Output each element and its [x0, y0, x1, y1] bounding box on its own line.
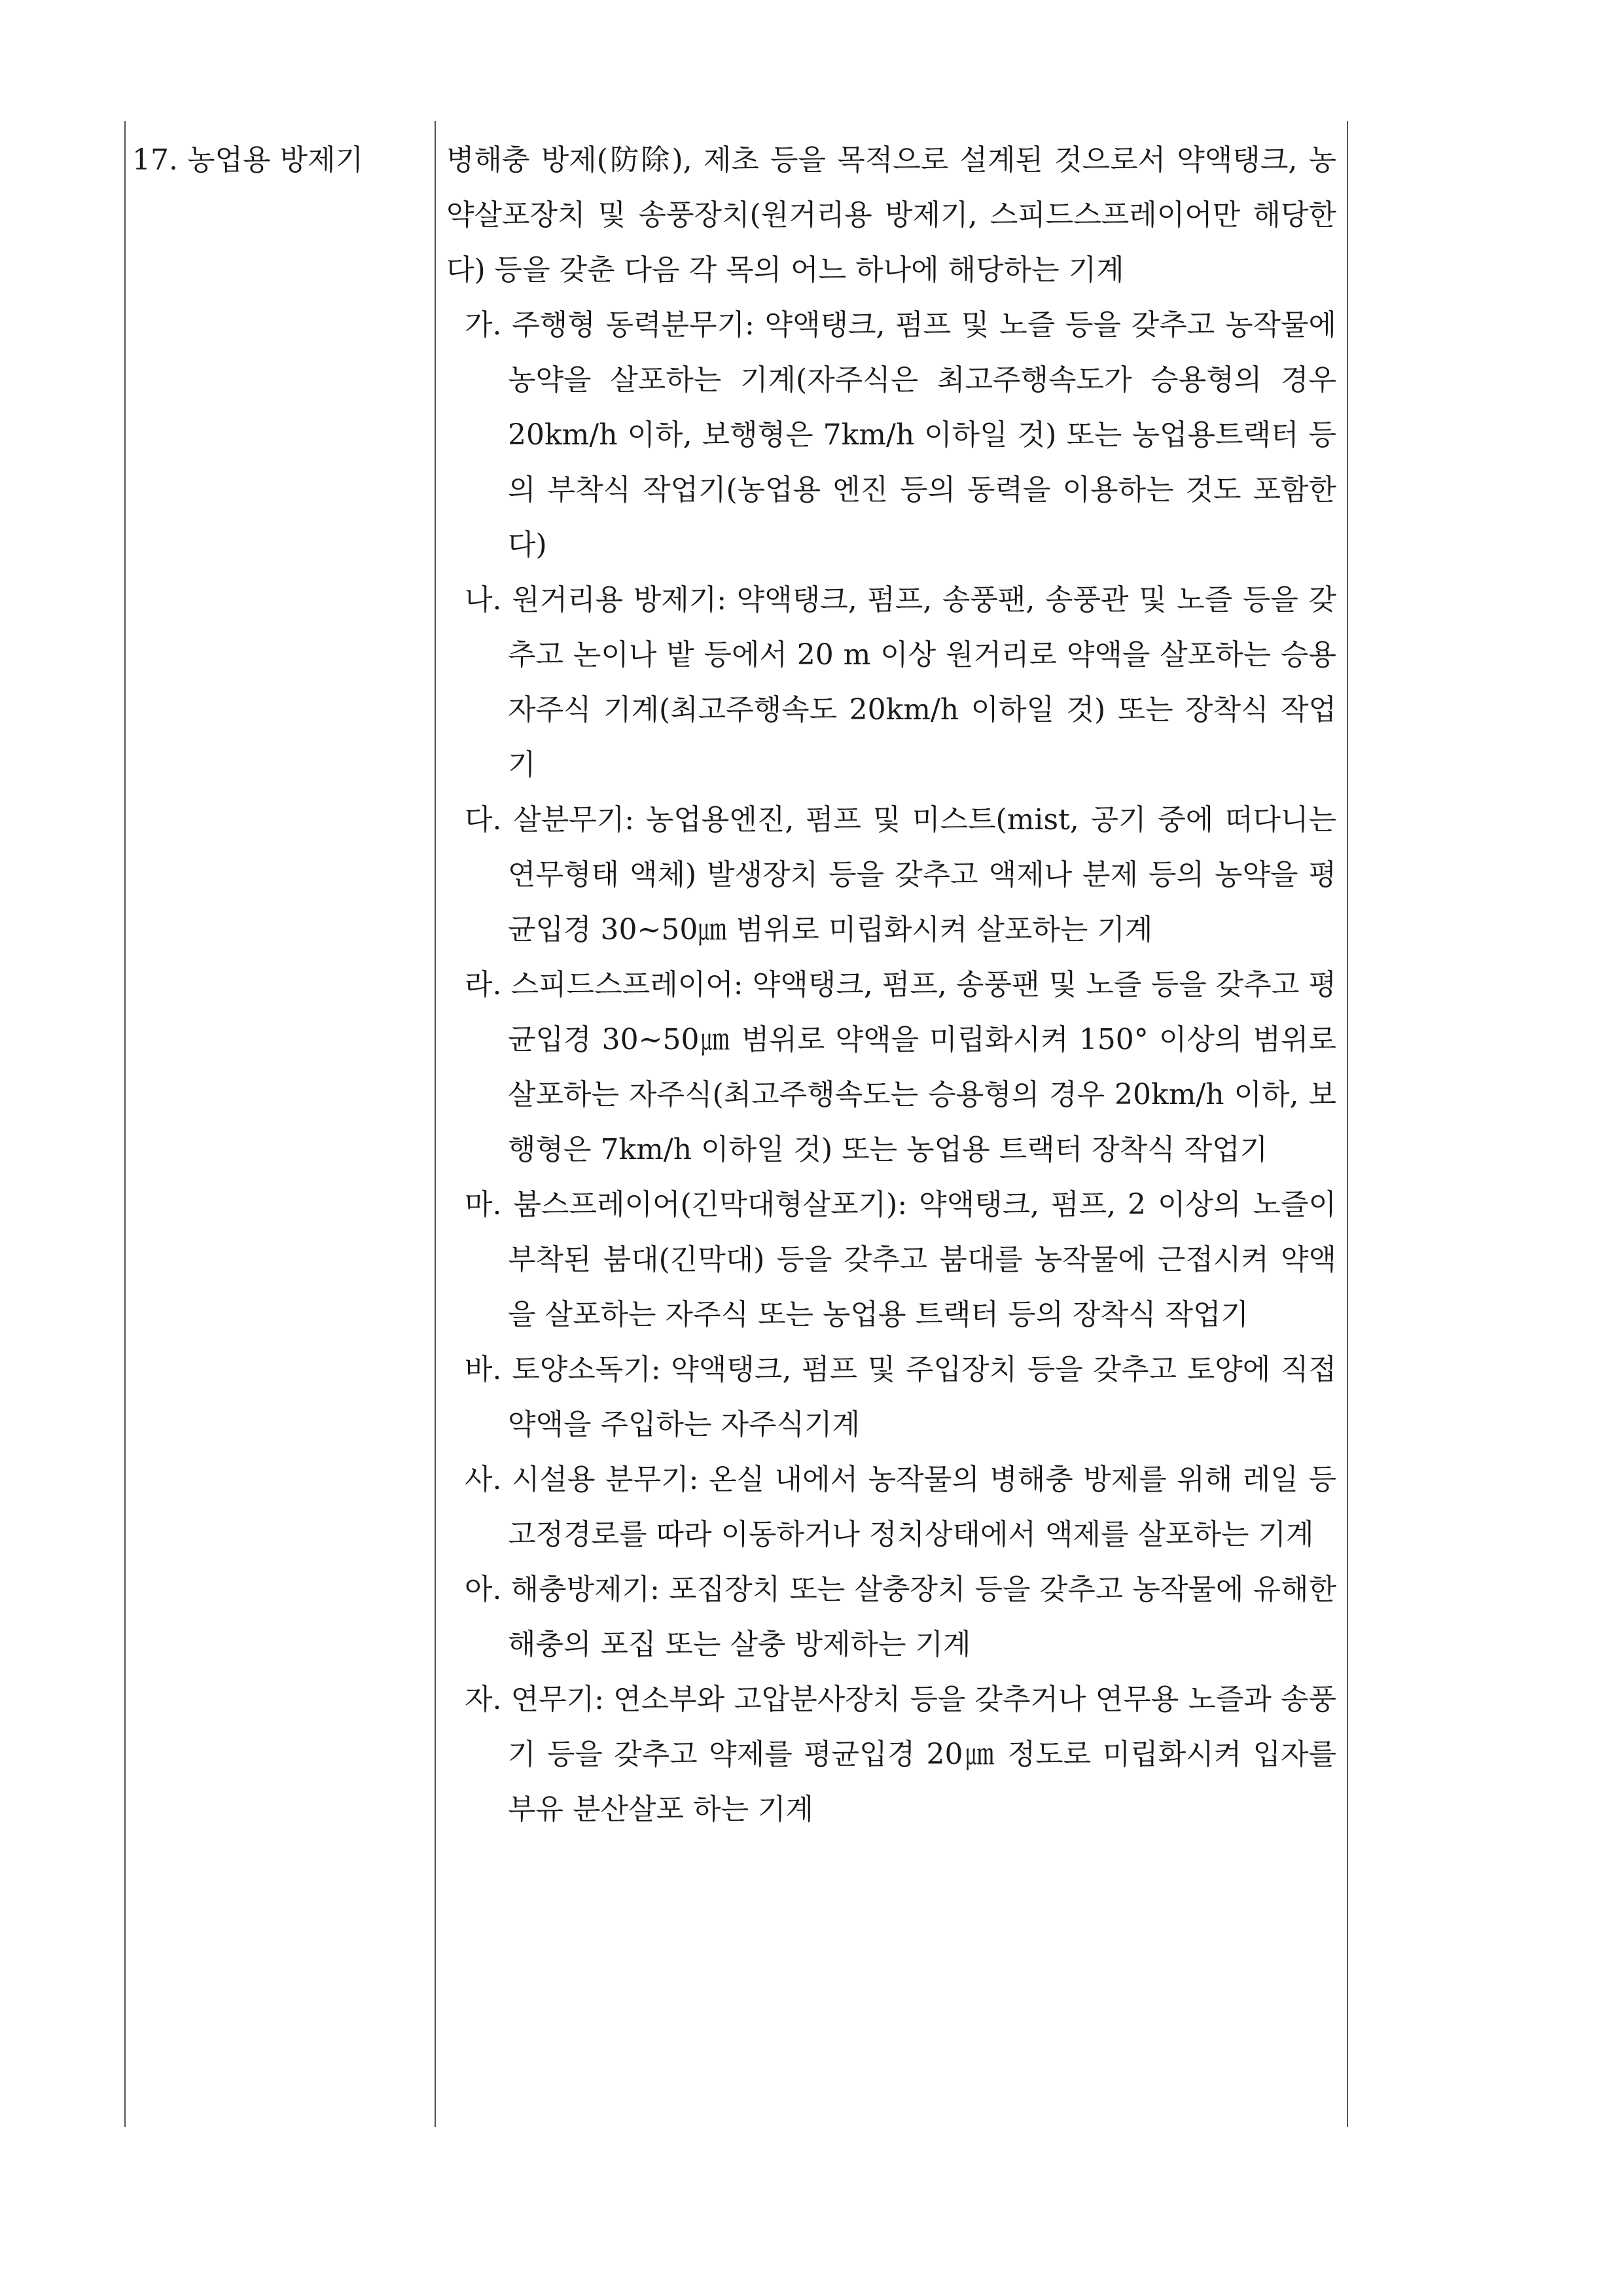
list-item-na: 나. 원거리용 방제기: 약액탱크, 펌프, 송풍팬, 송풍관 및 노즐 등을 갖추고 논이나 밭 등에서 20 m 이상 원거리로 약액을 살포하는 승용자주식 기계(최고주행속도 20km/h 이하일 것) 또는 장착식 작업기 — [465, 583, 1337, 781]
list-item-da: 다. 살분무기: 농업용엔진, 펌프 및 미스트(mist, 공기 중에 떠다니는 연무형태 액체) 발생장치 등을 갖추고 액제나 분제 등의 농약을 평균입경 30~50㎛ 범위로 미립화시켜 살포하는 기계 — [465, 803, 1336, 946]
list-item-ja: 자. 연무기: 연소부와 고압분사장치 등을 갖추거나 연무용 노즐과 송풍기 등을 갖추고 약제를 평균입경 20㎛ 정도로 미립화시켜 입자를 부유 분산살포 하는 기계 — [465, 1683, 1336, 1826]
row-label: 17. 농업용 방제기 — [132, 143, 363, 177]
table-border-left — [124, 121, 126, 2127]
table-column-divider — [435, 121, 436, 2127]
table-border-right — [1347, 121, 1348, 2127]
definition-intro: 병해충 방제(防除), 제초 등을 목적으로 설계된 것으로서 약액탱크, 농약살포장치 및 송풍장치(원거리용 방제기, 스피드스프레이어만 해당한다) 등을 갖춘 다음 각 목의 어느 하나에 해당하는 기계 — [446, 143, 1336, 287]
list-item-a: 아. 해충방제기: 포집장치 또는 살충장치 등을 갖추고 농작물에 유해한 해충의 포집 또는 살충 방제하는 기계 — [465, 1573, 1336, 1661]
row-definition — [446, 133, 1336, 1837]
list-item-ba: 바. 토양소독기: 약액탱크, 펌프 및 주입장치 등을 갖추고 토양에 직접 약액을 주입하는 자주식기계 — [465, 1353, 1336, 1441]
list-item-ra: 라. 스피드스프레이어: 약액탱크, 펌프, 송풍팬 및 노즐 등을 갖추고 평균입경 30~50㎛ 범위로 약액을 미립화시켜 150° 이상의 범위로 살포하는 자주식(최고주행속도는 승용형의 경우 20km/h 이하, 보행형은 7km/h 이하일 것) 또는 농업용 트랙터 장착식 작업기 — [465, 968, 1336, 1166]
list-item-sa: 사. 시설용 분무기: 온실 내에서 농작물의 병해충 방제를 위해 레일 등 고정경로를 따라 이동하거나 정치상태에서 액제를 살포하는 기계 — [465, 1463, 1336, 1551]
list-item-ma: 마. 붐스프레이어(긴막대형살포기): 약액탱크, 펌프, 2 이상의 노즐이 부착된 붐대(긴막대) 등을 갖추고 붐대를 농작물에 근접시켜 약액을 살포하는 자주식 또는 농업용 트랙터 등의 장착식 작업기 — [465, 1188, 1336, 1331]
definition-table — [124, 121, 1348, 2127]
list-item-ga: 가. 주행형 동력분무기: 약액탱크, 펌프 및 노즐 등을 갖추고 농작물에 농약을 살포하는 기계(자주식은 최고주행속도가 승용형의 경우 20km/h 이하, 보행형은 7km/h 이하일 것) 또는 농업용트랙터 등의 부착식 작업기(농업용 엔진 등의 동력을 이용하는 것도 포함한다) — [465, 308, 1336, 562]
